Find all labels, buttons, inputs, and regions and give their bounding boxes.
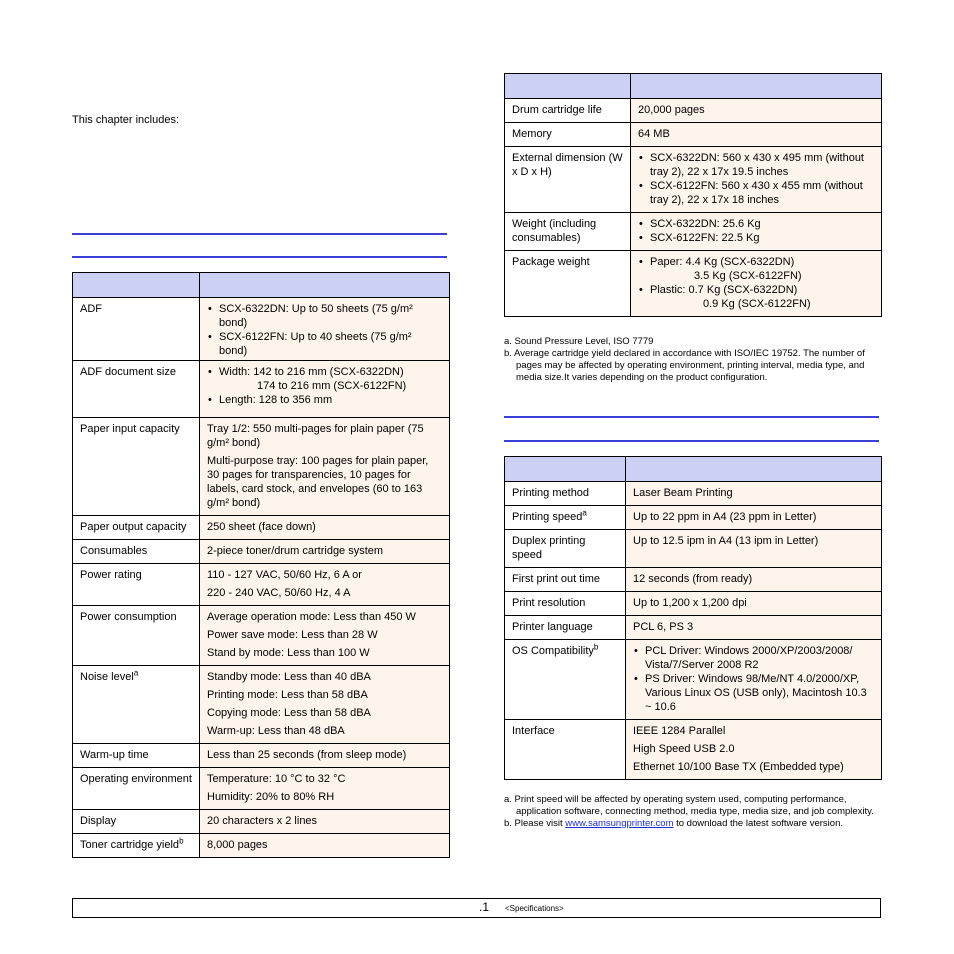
row-label (505, 640, 626, 720)
value-list (638, 217, 874, 245)
row-value (200, 361, 450, 418)
table-row (505, 640, 882, 720)
row-label: Drum cartridge life (505, 99, 631, 123)
section-rule (504, 416, 879, 418)
table-row (73, 540, 450, 564)
row-value: Less than 25 seconds (from sleep mode) (200, 744, 450, 768)
row-value (626, 720, 882, 780)
page-footer (72, 898, 881, 918)
row-value: 250 sheet (face down) (200, 516, 450, 540)
value-line: Warm-up: Less than 48 dBA (207, 725, 345, 737)
value-list (207, 302, 442, 358)
list-item (650, 255, 874, 283)
value-line: Ethernet 10/100 Base TX (Embedded type) (633, 761, 844, 773)
row-value: 12 seconds (from ready) (626, 568, 882, 592)
list-item-text: Paper: 4.4 Kg (SCX-6322DN) (650, 256, 795, 268)
row-value: Up to 22 ppm in A4 (23 ppm in Letter) (626, 506, 882, 530)
table-row (73, 418, 450, 516)
row-value: 20,000 pages (631, 99, 882, 123)
row-value (631, 147, 882, 213)
section-rule (72, 233, 447, 235)
row-label: Memory (505, 123, 631, 147)
table-row (505, 568, 882, 592)
row-label-text: Printing speed (512, 511, 583, 523)
value-line: Stand by mode: Less than 100 W (207, 647, 370, 659)
value-line: Temperature: 10 °C to 32 °C (207, 773, 346, 785)
row-label: Display (73, 810, 200, 834)
value-line: High Speed USB 2.0 (633, 743, 735, 755)
table-row (73, 298, 450, 361)
footnote-text: b. Please visit (504, 818, 566, 829)
row-value: 2-piece toner/drum cartridge system (200, 540, 450, 564)
samsung-website-link[interactable]: www.samsungprinter.com (565, 818, 674, 829)
general-specs-cont-table (504, 73, 882, 317)
list-item-continuation: 3.5 Kg (SCX-6122FN) (694, 270, 802, 282)
footnote-marker: a (582, 508, 587, 518)
table-row (505, 616, 882, 640)
value-line: Average operation mode: Less than 450 W (207, 611, 416, 623)
list-item: • SCX-6322DN: Up to 50 sheets (75 g/m² bond) (219, 302, 442, 330)
page-number: .1 (479, 900, 490, 914)
row-label (73, 666, 200, 744)
value-line: Humidity: 20% to 80% RH (207, 791, 335, 803)
list-item (219, 365, 442, 393)
row-value (200, 564, 450, 606)
row-value (200, 666, 450, 744)
value-line: IEEE 1284 Parallel (633, 725, 726, 737)
row-label: Printer language (505, 616, 626, 640)
row-value: 8,000 pages (200, 834, 450, 858)
row-label: Consumables (73, 540, 200, 564)
footer-title: <Specifications> (505, 904, 564, 913)
table-row (505, 506, 882, 530)
row-value (631, 251, 882, 317)
value-line: Tray 1/2: 550 multi-pages for plain paper (75 g/m² bond) (207, 423, 424, 449)
row-value: Laser Beam Printing (626, 482, 882, 506)
footnote: b. Average cartridge yield declared in accordance with ISO/IEC 19752. The number of pages may be affected by operating environment, printing interval, media type, and media size.It varies depending on the product configuration. (504, 348, 865, 383)
row-label: Print resolution (505, 592, 626, 616)
row-value: Up to 12.5 ipm in A4 (13 ipm in Letter) (626, 530, 882, 568)
row-label: Operating environment (73, 768, 200, 810)
row-label: Printing method (505, 482, 626, 506)
table-row (505, 251, 882, 317)
general-specs-table (72, 272, 450, 858)
list-item: • SCX-6322DN: 560 x 430 x 495 mm (without tray 2), 22 x 17x 19.5 inches (650, 151, 874, 179)
value-list (633, 644, 874, 714)
section-rule (72, 256, 447, 258)
value-line: 220 - 240 VAC, 50/60 Hz, 4 A (207, 587, 351, 599)
table-row (505, 99, 882, 123)
row-value (631, 213, 882, 251)
list-item: • SCX-6322DN: 25.6 Kg (650, 217, 874, 231)
value-line: Power save mode: Less than 28 W (207, 629, 378, 641)
table-row (73, 666, 450, 744)
row-label (73, 834, 200, 858)
table-header-row (505, 457, 882, 482)
row-label: ADF (73, 298, 200, 361)
table-header-row (505, 74, 882, 99)
list-item: • PCL Driver: Windows 2000/XP/2003/2008/ Vista/7/Server 2008 R2 (645, 644, 874, 672)
list-item: • SCX-6122FN: 560 x 430 x 455 mm (without tray 2), 22 x 17x 18 inches (650, 179, 874, 207)
chapter-intro: This chapter includes: (72, 114, 179, 126)
row-label: Warm-up time (73, 744, 200, 768)
general-footnotes (504, 336, 882, 384)
table-row (505, 147, 882, 213)
list-item-text: Width: 142 to 216 mm (SCX-6322DN) (219, 366, 404, 378)
row-value: PCL 6, PS 3 (626, 616, 882, 640)
footnote: a. Print speed will be affected by operating system used, computing performance, application software, connecting method, media type, media size, and job complexity. (504, 794, 874, 817)
row-label: ADF document size (73, 361, 200, 418)
value-line: Printing mode: Less than 58 dBA (207, 689, 368, 701)
list-item: • SCX-6122FN: 22.5 Kg (650, 231, 874, 245)
row-label-text: Noise level (80, 671, 134, 683)
row-value (200, 606, 450, 666)
footnote-text: to download the latest software version. (673, 818, 843, 829)
value-line: Multi-purpose tray: 100 pages for plain paper, 30 pages for transparencies, 10 pages for labels, card stock, and envelopes (60 to 163 g/m² bond) (207, 455, 429, 509)
row-label: Package weight (505, 251, 631, 317)
row-label: Duplex printing speed (505, 530, 626, 568)
row-label: Interface (505, 720, 626, 780)
list-item-text: Plastic: 0.7 Kg (SCX-6322DN) (650, 284, 798, 296)
printer-footnotes (504, 794, 882, 830)
row-value (200, 768, 450, 810)
row-label: Power rating (73, 564, 200, 606)
row-label: Paper input capacity (73, 418, 200, 516)
value-list (207, 365, 442, 407)
table-row (505, 123, 882, 147)
row-value: 20 characters x 2 lines (200, 810, 450, 834)
list-item (650, 283, 874, 311)
table-row (73, 744, 450, 768)
footnote-marker: b (179, 836, 184, 846)
row-label: Weight (including consumables) (505, 213, 631, 251)
table-row (73, 564, 450, 606)
value-list (638, 151, 874, 207)
list-item-continuation: 0.9 Kg (SCX-6122FN) (703, 298, 811, 310)
value-list (638, 255, 874, 311)
printer-specs-table (504, 456, 882, 780)
row-value (626, 640, 882, 720)
footnote: a. Sound Pressure Level, ISO 7779 (504, 336, 654, 347)
list-item: • Length: 128 to 356 mm (219, 393, 442, 407)
table-row (505, 482, 882, 506)
table-row (73, 810, 450, 834)
row-label-text: OS Compatibility (512, 645, 594, 657)
list-item-continuation: 174 to 216 mm (SCX-6122FN) (257, 380, 407, 392)
row-label: External dimension (W x D x H) (505, 147, 631, 213)
footnote-marker: b (593, 642, 599, 652)
section-rule (504, 440, 879, 442)
table-row (73, 361, 450, 418)
row-value: 64 MB (631, 123, 882, 147)
table-row (505, 592, 882, 616)
list-item: • PS Driver: Windows 98/Me/NT 4.0/2000/XP, Various Linux OS (USB only), Macintosh 10.3 ~ 10.6 (645, 672, 874, 714)
value-line: Standby mode: Less than 40 dBA (207, 671, 371, 683)
row-label: Paper output capacity (73, 516, 200, 540)
table-row (505, 720, 882, 780)
table-row (505, 530, 882, 568)
list-item: • SCX-6122FN: Up to 40 sheets (75 g/m² bond) (219, 330, 442, 358)
table-row (73, 516, 450, 540)
row-label (505, 506, 626, 530)
row-value: Up to 1,200 x 1,200 dpi (626, 592, 882, 616)
row-label: First print out time (505, 568, 626, 592)
table-header-row (73, 273, 450, 298)
table-row (73, 834, 450, 858)
table-row (73, 768, 450, 810)
table-row (505, 213, 882, 251)
value-line: 110 - 127 VAC, 50/60 Hz, 6 A or (207, 569, 362, 581)
row-label-text: Toner cartridge yield (80, 839, 180, 851)
row-value (200, 418, 450, 516)
footnote (504, 818, 882, 830)
row-label: Power consumption (73, 606, 200, 666)
footnote-marker: a (133, 668, 139, 678)
value-line: Copying mode: Less than 58 dBA (207, 707, 371, 719)
table-row (73, 606, 450, 666)
row-value (200, 298, 450, 361)
